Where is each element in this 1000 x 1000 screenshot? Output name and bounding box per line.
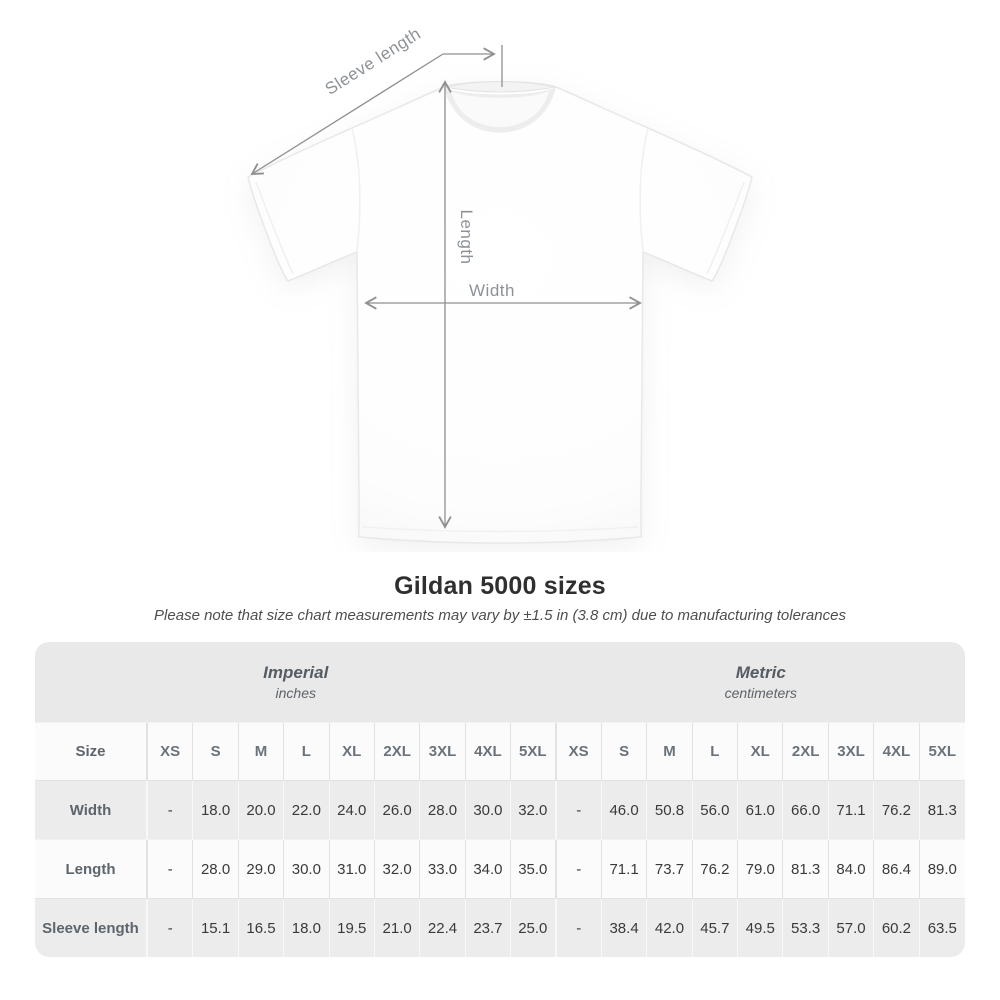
size-header: S (602, 723, 647, 780)
cell: 29.0 (239, 840, 284, 898)
cell: 22.0 (284, 781, 329, 839)
cell: 81.3 (783, 840, 828, 898)
page-title: Gildan 5000 sizes (394, 572, 606, 600)
cell: 81.3 (927, 801, 957, 819)
cell: 32.0 (511, 781, 556, 839)
cell: 61.0 (738, 781, 783, 839)
cell: 18.0 (193, 781, 238, 839)
cell: 84.0 (829, 840, 874, 898)
cell: 89.0 (927, 860, 957, 878)
imperial-label: Imperial (263, 663, 329, 682)
size-header: XS (148, 723, 193, 780)
cell: 42.0 (647, 899, 692, 957)
table-row-width (35, 780, 965, 839)
cell: 71.1 (829, 781, 874, 839)
cell: 23.7 (466, 899, 511, 957)
cell: 57.0 (829, 899, 874, 957)
cell: 19.5 (330, 899, 375, 957)
size-header: 3XL (829, 723, 874, 780)
size-chart-table (35, 642, 965, 957)
tshirt-graphic (248, 82, 752, 544)
size-header: 4XL (466, 723, 511, 780)
cell: 28.0 (420, 781, 465, 839)
cell: 53.3 (783, 899, 828, 957)
cell: 50.8 (647, 781, 692, 839)
size-header: 5XL (511, 723, 556, 780)
cell: 60.2 (874, 899, 919, 957)
cell: 21.0 (375, 899, 420, 957)
size-header: L (284, 723, 329, 780)
size-header: XL (738, 723, 783, 780)
cell: 56.0 (693, 781, 738, 839)
cell: 45.7 (693, 899, 738, 957)
metric-label: Metric (735, 663, 786, 682)
imperial-unit-header (35, 642, 557, 722)
size-header: 3XL (420, 723, 465, 780)
cell: 20.0 (239, 781, 284, 839)
row-label: Width (35, 781, 148, 839)
cell: 31.0 (330, 840, 375, 898)
cell: 63.5 (927, 919, 957, 937)
cell: 15.1 (193, 899, 238, 957)
cell: 76.2 (874, 781, 919, 839)
size-column-header: Size (35, 723, 148, 780)
cell: 35.0 (511, 840, 556, 898)
cell: - (148, 899, 193, 957)
size-header: S (193, 723, 238, 780)
length-label: Length (457, 209, 476, 265)
size-header: 5XL (928, 743, 957, 760)
metric-unit-header (557, 642, 966, 722)
cell: - (148, 840, 193, 898)
cell: 46.0 (602, 781, 647, 839)
cell: 32.0 (375, 840, 420, 898)
table-row-sleeve-length (35, 898, 965, 957)
cell: - (557, 899, 602, 957)
cell: 49.5 (738, 899, 783, 957)
size-header: L (693, 723, 738, 780)
imperial-unit: inches (275, 685, 316, 701)
size-header: 2XL (783, 723, 828, 780)
width-label: Width (469, 281, 515, 300)
cell: 73.7 (647, 840, 692, 898)
tolerance-note: Please note that size chart measurements may vary by ±1.5 in (3.8 cm) due to manufacturing tolerances (154, 607, 846, 624)
cell: 66.0 (783, 781, 828, 839)
cell: 16.5 (239, 899, 284, 957)
cell: - (557, 840, 602, 898)
cell: 24.0 (330, 781, 375, 839)
size-header: M (239, 723, 284, 780)
cell: 86.4 (874, 840, 919, 898)
size-header: 2XL (375, 723, 420, 780)
cell: 30.0 (466, 781, 511, 839)
size-header-row (35, 722, 965, 780)
metric-unit: centimeters (724, 685, 797, 701)
row-label: Sleeve length (35, 899, 148, 957)
cell: 71.1 (602, 840, 647, 898)
cell: - (557, 781, 602, 839)
cell: 22.4 (420, 899, 465, 957)
cell: 26.0 (375, 781, 420, 839)
size-header: 4XL (874, 723, 919, 780)
cell: 38.4 (602, 899, 647, 957)
cell: 18.0 (284, 899, 329, 957)
cell: 34.0 (466, 840, 511, 898)
table-row-length (35, 839, 965, 898)
unit-header-row (35, 642, 965, 722)
sleeve-length-label: Sleeve length (321, 23, 425, 99)
row-label: Length (35, 840, 148, 898)
cell: - (148, 781, 193, 839)
cell: 28.0 (193, 840, 238, 898)
cell: 33.0 (420, 840, 465, 898)
cell: 79.0 (738, 840, 783, 898)
size-header: M (647, 723, 692, 780)
size-header: XS (557, 723, 602, 780)
cell: 25.0 (511, 899, 556, 957)
cell: 30.0 (284, 840, 329, 898)
size-header: XL (330, 723, 375, 780)
cell: 76.2 (693, 840, 738, 898)
